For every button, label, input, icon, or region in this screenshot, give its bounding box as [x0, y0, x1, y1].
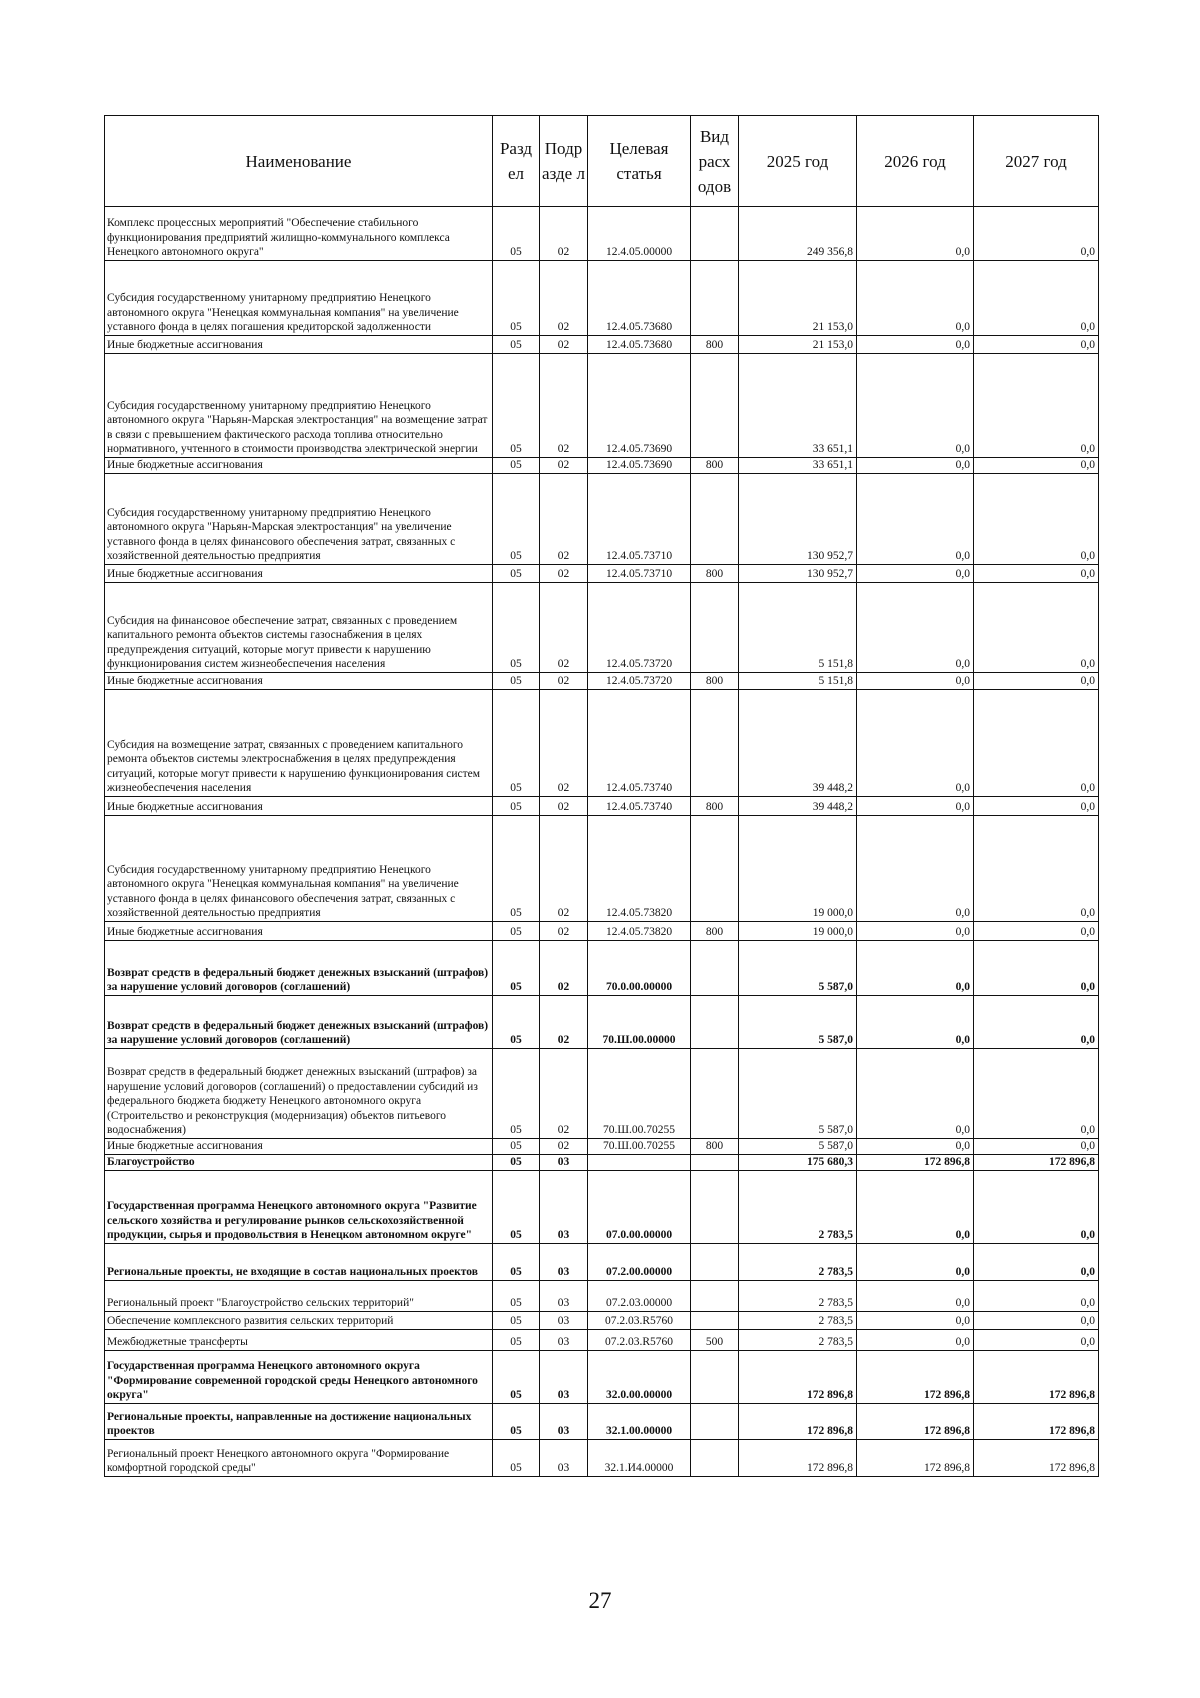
cell-2025: 5 587,0 [739, 1139, 857, 1155]
cell-expense-type: 500 [691, 1330, 739, 1351]
table-row [105, 565, 1099, 583]
cell-2027: 0,0 [974, 1171, 1099, 1244]
cell-expense-type [691, 474, 739, 565]
cell-name: Возврат средств в федеральный бюджет денежных взысканий (штрафов) за нарушение условий договоров (соглашений) о предоставлении субсидий из федерального бюджета бюджету Ненецкого автономного округа (Строительство и реконструкция (модернизация) объектов питьевого водоснабжения) [105, 1049, 493, 1139]
header-2026: 2026 год [857, 116, 974, 207]
cell-2026: 0,0 [857, 1330, 974, 1351]
cell-2027: 0,0 [974, 1139, 1099, 1155]
cell-2027: 172 896,8 [974, 1155, 1099, 1171]
cell-subsection: 03 [540, 1155, 588, 1171]
cell-2025: 33 651,1 [739, 458, 857, 474]
cell-section: 05 [493, 261, 540, 336]
cell-target-article: 12.4.05.00000 [588, 207, 691, 261]
cell-2026: 0,0 [857, 1139, 974, 1155]
cell-section: 05 [493, 1351, 540, 1404]
cell-subsection: 02 [540, 474, 588, 565]
cell-2026: 0,0 [857, 1049, 974, 1139]
cell-2026: 0,0 [857, 1171, 974, 1244]
table-row [105, 797, 1099, 816]
cell-2025: 5 587,0 [739, 941, 857, 996]
cell-2027: 0,0 [974, 458, 1099, 474]
cell-name: Региональные проекты, не входящие в состав национальных проектов [105, 1244, 493, 1281]
table-body [105, 207, 1099, 1477]
cell-target-article: 07.2.00.00000 [588, 1244, 691, 1281]
cell-2027: 0,0 [974, 583, 1099, 673]
cell-section: 05 [493, 583, 540, 673]
cell-2025: 5 587,0 [739, 996, 857, 1049]
cell-section: 05 [493, 922, 540, 941]
cell-2027: 0,0 [974, 941, 1099, 996]
cell-2025: 39 448,2 [739, 797, 857, 816]
cell-subsection: 03 [540, 1351, 588, 1404]
table-row [105, 1244, 1099, 1281]
cell-section: 05 [493, 797, 540, 816]
table-row [105, 941, 1099, 996]
cell-name: Субсидия государственному унитарному предприятию Ненецкого автономного округа "Ненецкая коммунальная компания" на увеличение уставного фонда в целях погашения кредиторской задолженности [105, 261, 493, 336]
table-row [105, 336, 1099, 354]
table-row [105, 996, 1099, 1049]
cell-section: 05 [493, 1049, 540, 1139]
cell-subsection: 02 [540, 207, 588, 261]
cell-name: Иные бюджетные ассигнования [105, 565, 493, 583]
cell-subsection: 02 [540, 673, 588, 690]
cell-name: Региональные проекты, направленные на достижение национальных проектов [105, 1404, 493, 1440]
cell-expense-type [691, 261, 739, 336]
table-row [105, 1281, 1099, 1312]
cell-2025: 2 783,5 [739, 1171, 857, 1244]
cell-name: Иные бюджетные ассигнования [105, 1139, 493, 1155]
cell-2025: 19 000,0 [739, 816, 857, 922]
cell-2025: 5 587,0 [739, 1049, 857, 1139]
cell-2026: 172 896,8 [857, 1155, 974, 1171]
table-row [105, 354, 1099, 458]
cell-expense-type [691, 816, 739, 922]
header-2027: 2027 год [974, 116, 1099, 207]
table-row [105, 207, 1099, 261]
cell-2027: 0,0 [974, 261, 1099, 336]
cell-name: Субсидия государственному унитарному предприятию Ненецкого автономного округа "Нарьян-Марская электростанция" на увеличение уставного фонда в целях финансового обеспечения затрат, связанных с хозяйственной деятельностью предприятия [105, 474, 493, 565]
cell-2027: 172 896,8 [974, 1404, 1099, 1440]
cell-2027: 0,0 [974, 336, 1099, 354]
cell-target-article: 70.Ш.00.70255 [588, 1049, 691, 1139]
cell-target-article: 70.Ш.00.00000 [588, 996, 691, 1049]
cell-target-article: 32.1.И4.00000 [588, 1440, 691, 1477]
cell-target-article: 12.4.05.73740 [588, 797, 691, 816]
cell-2025: 130 952,7 [739, 474, 857, 565]
header-2025: 2025 год [739, 116, 857, 207]
table-row [105, 922, 1099, 941]
cell-section: 05 [493, 1404, 540, 1440]
cell-subsection: 03 [540, 1404, 588, 1440]
cell-expense-type: 800 [691, 458, 739, 474]
table-row [105, 816, 1099, 922]
cell-expense-type: 800 [691, 336, 739, 354]
cell-2025: 249 356,8 [739, 207, 857, 261]
cell-2026: 172 896,8 [857, 1440, 974, 1477]
cell-subsection: 02 [540, 458, 588, 474]
header-name: Наименование [105, 116, 493, 207]
cell-target-article: 07.0.00.00000 [588, 1171, 691, 1244]
cell-target-article: 07.2.03.R5760 [588, 1330, 691, 1351]
cell-2025: 19 000,0 [739, 922, 857, 941]
cell-expense-type [691, 1281, 739, 1312]
table-row [105, 1330, 1099, 1351]
cell-2026: 0,0 [857, 583, 974, 673]
cell-subsection: 02 [540, 1049, 588, 1139]
table-row [105, 458, 1099, 474]
table-row [105, 1351, 1099, 1404]
cell-2025: 172 896,8 [739, 1440, 857, 1477]
table-row [105, 261, 1099, 336]
cell-subsection: 02 [540, 583, 588, 673]
table-row [105, 1440, 1099, 1477]
cell-subsection: 02 [540, 261, 588, 336]
cell-subsection: 02 [540, 690, 588, 797]
cell-name: Субсидия государственному унитарному предприятию Ненецкого автономного округа "Нарьян-Марская электростанция" на возмещение затрат в связи с превышением фактического расхода топлива относительно нормативного, учтенного в стоимости производства электрической энергии [105, 354, 493, 458]
cell-2025: 33 651,1 [739, 354, 857, 458]
cell-section: 05 [493, 354, 540, 458]
cell-section: 05 [493, 1171, 540, 1244]
cell-2027: 0,0 [974, 690, 1099, 797]
cell-target-article: 12.4.05.73720 [588, 673, 691, 690]
cell-target-article: 70.Ш.00.70255 [588, 1139, 691, 1155]
cell-expense-type [691, 1440, 739, 1477]
cell-name: Иные бюджетные ассигнования [105, 797, 493, 816]
table-row [105, 1404, 1099, 1440]
cell-2026: 0,0 [857, 354, 974, 458]
cell-2027: 0,0 [974, 922, 1099, 941]
cell-expense-type [691, 1244, 739, 1281]
cell-2027: 172 896,8 [974, 1351, 1099, 1404]
cell-section: 05 [493, 336, 540, 354]
cell-expense-type [691, 354, 739, 458]
cell-section: 05 [493, 207, 540, 261]
cell-target-article: 12.4.05.73710 [588, 474, 691, 565]
cell-expense-type [691, 583, 739, 673]
cell-target-article: 70.0.00.00000 [588, 941, 691, 996]
cell-section: 05 [493, 474, 540, 565]
cell-subsection: 02 [540, 1139, 588, 1155]
cell-target-article: 12.4.05.73820 [588, 816, 691, 922]
table-row [105, 1139, 1099, 1155]
cell-section: 05 [493, 565, 540, 583]
cell-2026: 0,0 [857, 1281, 974, 1312]
cell-2026: 0,0 [857, 207, 974, 261]
cell-2027: 0,0 [974, 673, 1099, 690]
table-row [105, 673, 1099, 690]
cell-2025: 2 783,5 [739, 1330, 857, 1351]
cell-target-article: 12.4.05.73690 [588, 458, 691, 474]
page-number: 27 [588, 1588, 612, 1613]
cell-2026: 0,0 [857, 797, 974, 816]
cell-target-article: 12.4.05.73720 [588, 583, 691, 673]
cell-name: Субсидия на возмещение затрат, связанных с проведением капитального ремонта объектов системы электроснабжения в целях предупреждения ситуаций, которые могут привести к нарушению функционирования систем жизнеобеспечения населения [105, 690, 493, 797]
cell-2026: 0,0 [857, 922, 974, 941]
cell-name: Государственная программа Ненецкого автономного округа "Развитие сельского хозяйства и регулирование рынков сельскохозяйственной продукции, сырья и продовольствия в Ненецком автономном округе" [105, 1171, 493, 1244]
cell-expense-type [691, 1155, 739, 1171]
cell-2027: 0,0 [974, 354, 1099, 458]
cell-2026: 0,0 [857, 941, 974, 996]
cell-expense-type [691, 941, 739, 996]
cell-section: 05 [493, 941, 540, 996]
cell-2025: 39 448,2 [739, 690, 857, 797]
cell-2027: 172 896,8 [974, 1440, 1099, 1477]
cell-2025: 2 783,5 [739, 1281, 857, 1312]
cell-name: Возврат средств в федеральный бюджет денежных взысканий (штрафов) за нарушение условий договоров (соглашений) [105, 941, 493, 996]
table-row [105, 583, 1099, 673]
cell-section: 05 [493, 1440, 540, 1477]
cell-2025: 175 680,3 [739, 1155, 857, 1171]
budget-table [104, 115, 1099, 1477]
cell-name: Обеспечение комплексного развития сельских территорий [105, 1312, 493, 1330]
cell-subsection: 03 [540, 1244, 588, 1281]
cell-expense-type [691, 690, 739, 797]
cell-2026: 0,0 [857, 996, 974, 1049]
cell-subsection: 02 [540, 565, 588, 583]
cell-2025: 21 153,0 [739, 336, 857, 354]
cell-section: 05 [493, 690, 540, 797]
cell-expense-type [691, 1351, 739, 1404]
cell-subsection: 02 [540, 941, 588, 996]
cell-expense-type: 800 [691, 922, 739, 941]
cell-section: 05 [493, 996, 540, 1049]
cell-section: 05 [493, 1244, 540, 1281]
cell-2026: 0,0 [857, 336, 974, 354]
cell-2026: 0,0 [857, 690, 974, 797]
cell-section: 05 [493, 1312, 540, 1330]
cell-target-article: 12.4.05.73680 [588, 261, 691, 336]
cell-2027: 0,0 [974, 996, 1099, 1049]
cell-expense-type [691, 1049, 739, 1139]
cell-2025: 5 151,8 [739, 583, 857, 673]
cell-name: Возврат средств в федеральный бюджет денежных взысканий (штрафов) за нарушение условий договоров (соглашений) [105, 996, 493, 1049]
cell-name: Иные бюджетные ассигнования [105, 922, 493, 941]
cell-2026: 172 896,8 [857, 1404, 974, 1440]
cell-target-article: 12.4.05.73680 [588, 336, 691, 354]
cell-section: 05 [493, 458, 540, 474]
cell-expense-type: 800 [691, 673, 739, 690]
cell-2027: 0,0 [974, 1049, 1099, 1139]
cell-2026: 0,0 [857, 474, 974, 565]
cell-target-article: 32.1.00.00000 [588, 1404, 691, 1440]
cell-target-article [588, 1155, 691, 1171]
table-header-row [105, 116, 1099, 207]
cell-section: 05 [493, 1330, 540, 1351]
cell-target-article: 12.4.05.73690 [588, 354, 691, 458]
cell-2026: 0,0 [857, 565, 974, 583]
cell-2026: 172 896,8 [857, 1351, 974, 1404]
cell-2025: 172 896,8 [739, 1351, 857, 1404]
cell-subsection: 02 [540, 336, 588, 354]
cell-2027: 0,0 [974, 816, 1099, 922]
cell-name: Благоустройство [105, 1155, 493, 1171]
table-row [105, 1049, 1099, 1139]
cell-name: Региональный проект Ненецкого автономного округа "Формирование комфортной городской среды" [105, 1440, 493, 1477]
table-row [105, 1312, 1099, 1330]
cell-subsection: 02 [540, 922, 588, 941]
cell-target-article: 12.4.05.73820 [588, 922, 691, 941]
cell-subsection: 02 [540, 797, 588, 816]
cell-2027: 0,0 [974, 565, 1099, 583]
cell-2026: 0,0 [857, 261, 974, 336]
cell-2027: 0,0 [974, 1281, 1099, 1312]
cell-2025: 2 783,5 [739, 1312, 857, 1330]
cell-expense-type [691, 207, 739, 261]
cell-target-article: 07.2.03.00000 [588, 1281, 691, 1312]
cell-2026: 0,0 [857, 458, 974, 474]
cell-2027: 0,0 [974, 207, 1099, 261]
cell-name: Субсидия государственному унитарному предприятию Ненецкого автономного округа "Ненецкая коммунальная компания" на увеличение уставного фонда в целях финансового обеспечения затрат, связанных с хозяйственной деятельностью предприятия [105, 816, 493, 922]
cell-subsection: 02 [540, 354, 588, 458]
cell-expense-type: 800 [691, 797, 739, 816]
cell-target-article: 07.2.03.R5760 [588, 1312, 691, 1330]
header-subsection: Подр азде л [540, 116, 588, 207]
cell-section: 05 [493, 1281, 540, 1312]
table-row [105, 1171, 1099, 1244]
cell-name: Субсидия на финансовое обеспечение затрат, связанных с проведением капитального ремонта объектов системы газоснабжения в целях предупреждения ситуаций, которые могут привести к нарушению функционирования систем жизнеобеспечения населения [105, 583, 493, 673]
header-expense-type: Вид расх одов [691, 116, 739, 207]
table-row [105, 690, 1099, 797]
cell-2027: 0,0 [974, 797, 1099, 816]
header-target-article: Целевая статья [588, 116, 691, 207]
cell-2026: 0,0 [857, 816, 974, 922]
cell-expense-type: 800 [691, 1139, 739, 1155]
cell-2025: 5 151,8 [739, 673, 857, 690]
table-row [105, 474, 1099, 565]
cell-target-article: 32.0.00.00000 [588, 1351, 691, 1404]
cell-2027: 0,0 [974, 1330, 1099, 1351]
cell-2026: 0,0 [857, 1312, 974, 1330]
cell-section: 05 [493, 1139, 540, 1155]
cell-subsection: 03 [540, 1330, 588, 1351]
cell-name: Иные бюджетные ассигнования [105, 458, 493, 474]
cell-subsection: 03 [540, 1312, 588, 1330]
cell-2025: 21 153,0 [739, 261, 857, 336]
cell-2027: 0,0 [974, 1312, 1099, 1330]
cell-2026: 0,0 [857, 673, 974, 690]
cell-subsection: 02 [540, 816, 588, 922]
cell-section: 05 [493, 673, 540, 690]
cell-name: Иные бюджетные ассигнования [105, 336, 493, 354]
cell-name: Иные бюджетные ассигнования [105, 673, 493, 690]
cell-expense-type [691, 996, 739, 1049]
cell-target-article: 12.4.05.73710 [588, 565, 691, 583]
cell-expense-type [691, 1404, 739, 1440]
cell-name: Межбюджетные трансферты [105, 1330, 493, 1351]
cell-section: 05 [493, 1155, 540, 1171]
cell-subsection: 03 [540, 1171, 588, 1244]
cell-subsection: 02 [540, 996, 588, 1049]
header-section: Разд ел [493, 116, 540, 207]
cell-subsection: 03 [540, 1440, 588, 1477]
table-row [105, 1155, 1099, 1171]
cell-2027: 0,0 [974, 474, 1099, 565]
cell-name: Государственная программа Ненецкого автономного округа "Формирование современной городской среды Ненецкого автономного округа" [105, 1351, 493, 1404]
cell-section: 05 [493, 816, 540, 922]
cell-2025: 130 952,7 [739, 565, 857, 583]
cell-target-article: 12.4.05.73740 [588, 690, 691, 797]
cell-2025: 2 783,5 [739, 1244, 857, 1281]
cell-expense-type [691, 1171, 739, 1244]
cell-subsection: 03 [540, 1281, 588, 1312]
cell-name: Региональный проект "Благоустройство сельских территорий" [105, 1281, 493, 1312]
cell-name: Комплекс процессных мероприятий "Обеспечение стабильного функционирования предприятий жилищно-коммунального комплекса Ненецкого автономного округа" [105, 207, 493, 261]
cell-expense-type [691, 1312, 739, 1330]
cell-2026: 0,0 [857, 1244, 974, 1281]
cell-expense-type: 800 [691, 565, 739, 583]
cell-2025: 172 896,8 [739, 1404, 857, 1440]
cell-2027: 0,0 [974, 1244, 1099, 1281]
